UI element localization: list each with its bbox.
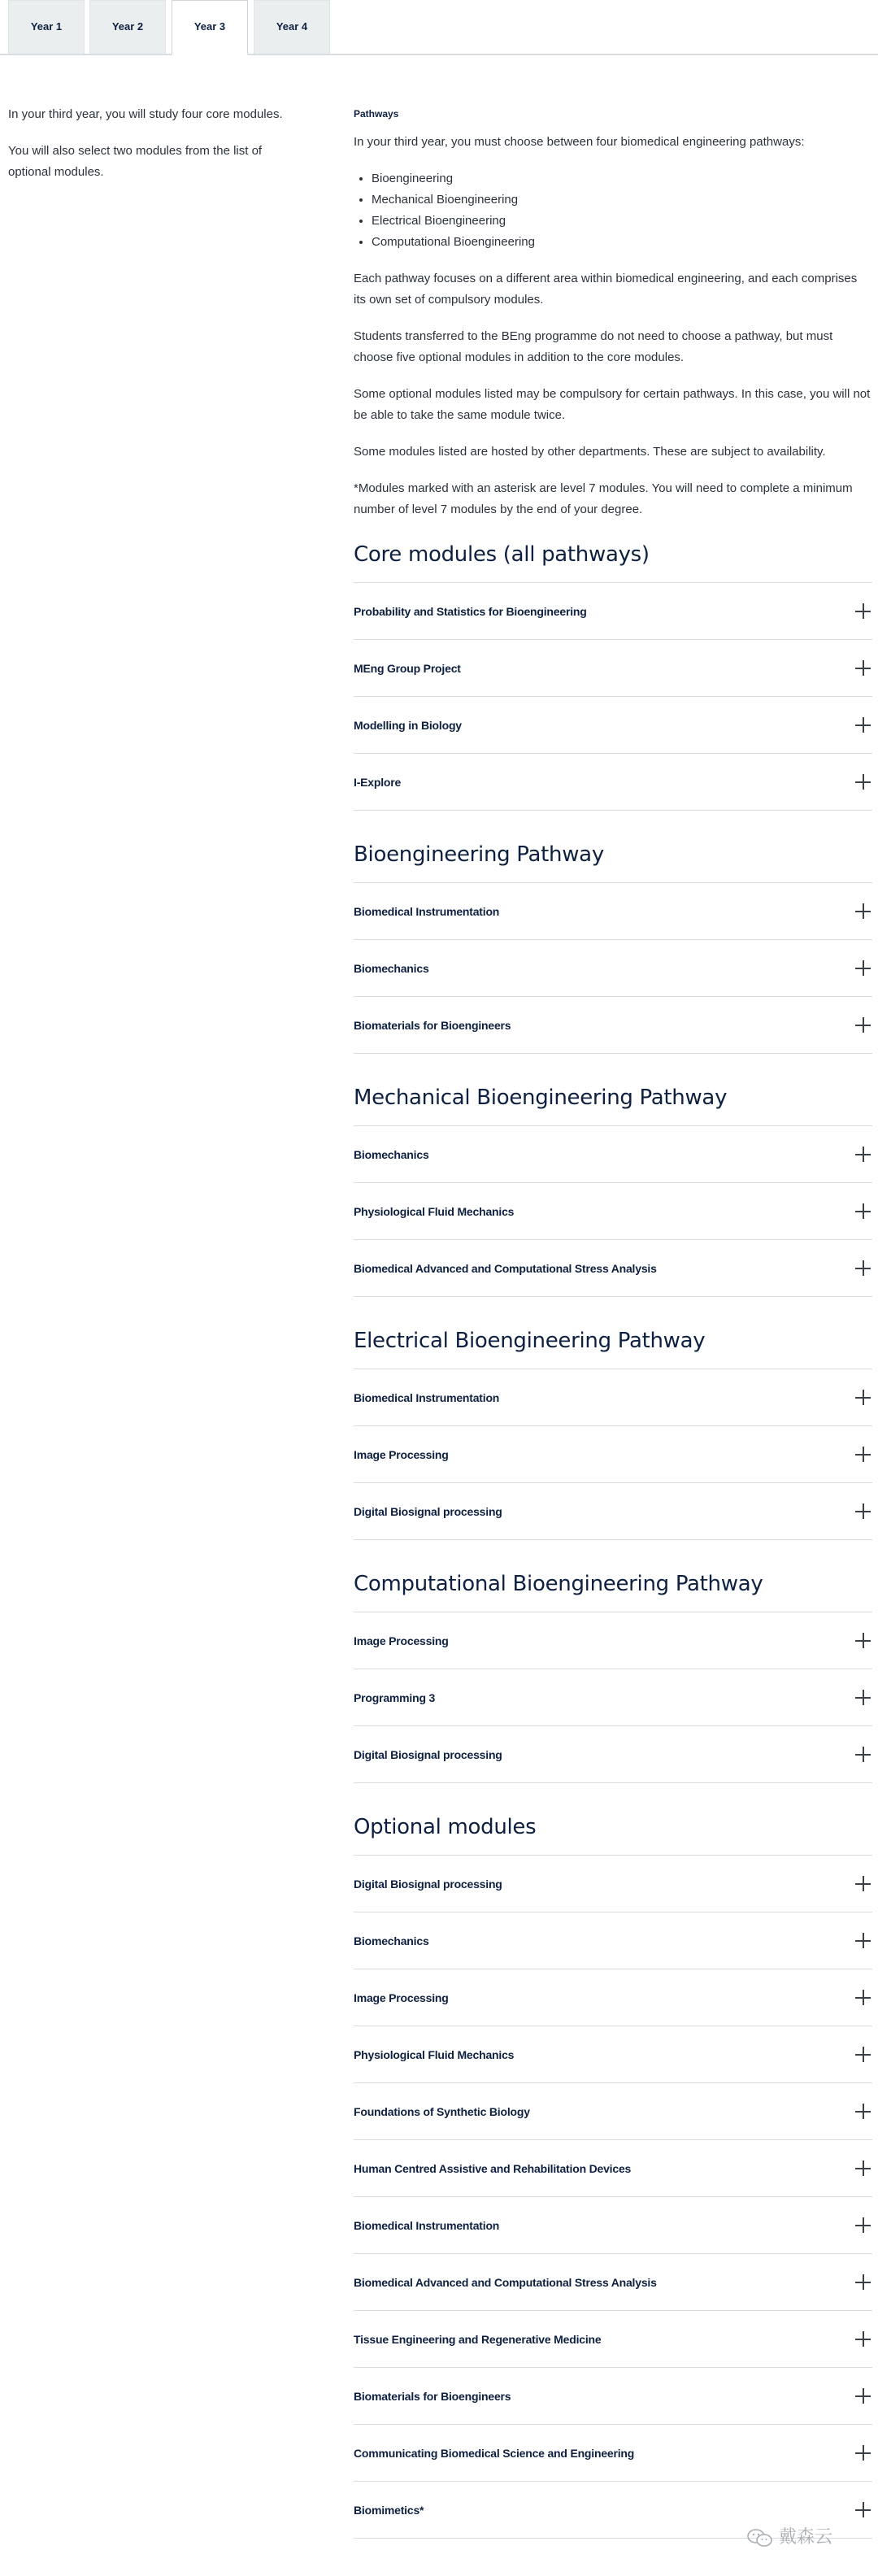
section-title-bioengineering-pathway: Bioengineering Pathway	[354, 842, 604, 867]
module-accordion-item[interactable]	[354, 697, 872, 754]
module-accordion-item[interactable]	[354, 2083, 872, 2140]
plus-icon[interactable]	[855, 2047, 871, 2062]
plus-icon[interactable]	[855, 1747, 871, 1762]
plus-icon[interactable]	[855, 2502, 871, 2517]
section-title-mechanical-bioengineering-pathway: Mechanical Bioengineering Pathway	[354, 1086, 728, 1110]
plus-icon[interactable]	[855, 1017, 871, 1033]
year-intro	[8, 104, 301, 198]
pathway-info-text: Each pathway focuses on a different area within biomedical engineering, and each comprises its own set of compulsory modules.	[354, 272, 858, 307]
module-title: Biomechanics	[354, 1147, 429, 1161]
module-accordion-item[interactable]	[354, 583, 872, 640]
module-accordion-item[interactable]	[354, 2368, 872, 2425]
module-accordion-item[interactable]	[354, 1483, 872, 1540]
plus-icon[interactable]	[855, 1876, 871, 1891]
module-accordion-list	[354, 1855, 872, 2539]
module-accordion-item[interactable]	[354, 1240, 872, 1297]
plus-icon[interactable]	[855, 2445, 871, 2461]
plus-icon[interactable]	[855, 1633, 871, 1648]
module-title: Probability and Statistics for Bioengineering	[354, 604, 587, 618]
module-title: Tissue Engineering and Regenerative Medicine	[354, 2332, 602, 2346]
module-title: Biomedical Advanced and Computational Stress Analysis	[354, 1261, 657, 1275]
module-accordion-item[interactable]	[354, 754, 872, 811]
pathways-heading: Pathways	[354, 108, 399, 120]
plus-icon[interactable]	[855, 2388, 871, 2404]
module-title: I-Explore	[354, 775, 402, 789]
module-title: Communicating Biomedical Science and Engineering	[354, 2446, 635, 2460]
module-accordion-list	[354, 582, 872, 811]
module-title: Image Processing	[354, 1991, 449, 2004]
plus-icon[interactable]	[855, 1260, 871, 1276]
watermark	[746, 2523, 832, 2548]
module-accordion-item[interactable]	[354, 2197, 872, 2254]
module-accordion-item[interactable]	[354, 1183, 872, 1240]
plus-icon[interactable]	[855, 1690, 871, 1705]
plus-icon[interactable]	[855, 2217, 871, 2233]
module-title: Biomechanics	[354, 1934, 429, 1947]
plus-icon[interactable]	[855, 1147, 871, 1162]
module-accordion-item[interactable]	[354, 1669, 872, 1726]
module-accordion-item[interactable]	[354, 883, 872, 940]
module-accordion-item[interactable]	[354, 1912, 872, 1969]
module-title: Biomaterials for Bioengineers	[354, 1018, 511, 1032]
plus-icon[interactable]	[855, 903, 871, 919]
pathway-list-item: • Electrical Bioengineering	[372, 211, 872, 232]
module-accordion-item[interactable]	[354, 1426, 872, 1483]
pathway-info-text: Students transferred to the BEng programme do not need to choose a pathway, but must choose five optional modules in addition to the core modules.	[354, 329, 833, 364]
plus-icon[interactable]	[855, 1390, 871, 1405]
module-title: Biomimetics*	[354, 2503, 424, 2517]
intro-optional-text: You will also select two modules from the list of optional modules.	[8, 144, 263, 179]
module-accordion-item[interactable]	[354, 2254, 872, 2311]
module-title: Biomechanics	[354, 961, 429, 975]
tab-year-3[interactable]: Year 3	[172, 0, 248, 55]
plus-icon[interactable]	[855, 1933, 871, 1948]
plus-icon[interactable]	[855, 960, 871, 976]
plus-icon[interactable]	[855, 2331, 871, 2347]
module-title: Biomedical Advanced and Computational Stress Analysis	[354, 2275, 657, 2289]
pathway-info-text: *Modules marked with an asterisk are level 7 modules. You will need to complete a minimum number of level 7 modules by the end of your degree.	[354, 481, 853, 516]
module-title: Digital Biosignal processing	[354, 1877, 502, 1891]
section-title-optional-modules: Optional modules	[354, 1815, 537, 1839]
module-title: Biomedical Instrumentation	[354, 1390, 500, 1404]
section-title-computational-bioengineering-pathway: Computational Bioengineering Pathway	[354, 1572, 763, 1596]
module-accordion-list	[354, 882, 872, 1054]
plus-icon[interactable]	[855, 660, 871, 676]
year-tabs	[0, 0, 878, 55]
module-title: Physiological Fluid Mechanics	[354, 2047, 515, 2061]
section-title-electrical-bioengineering-pathway: Electrical Bioengineering Pathway	[354, 1329, 706, 1353]
plus-icon[interactable]	[855, 1447, 871, 1462]
pathway-info-text: Some modules listed are hosted by other departments. These are subject to availability.	[354, 445, 826, 459]
modules-content	[354, 104, 872, 2568]
module-title: Biomedical Instrumentation	[354, 904, 500, 918]
module-accordion-item[interactable]	[354, 940, 872, 997]
wechat-icon	[746, 2529, 774, 2547]
plus-icon[interactable]	[855, 1203, 871, 1219]
module-accordion-list	[354, 1612, 872, 1783]
pathways-list	[354, 168, 872, 253]
module-accordion-item[interactable]	[354, 997, 872, 1054]
plus-icon[interactable]	[855, 774, 871, 790]
module-accordion-item[interactable]	[354, 1856, 872, 1912]
module-accordion-item[interactable]	[354, 640, 872, 697]
plus-icon[interactable]	[855, 717, 871, 733]
plus-icon[interactable]	[855, 2160, 871, 2176]
module-title: Biomaterials for Bioengineers	[354, 2389, 511, 2403]
module-accordion-item[interactable]	[354, 1126, 872, 1183]
tab-year-4[interactable]: Year 4	[254, 0, 330, 54]
plus-icon[interactable]	[855, 2104, 871, 2119]
module-accordion-item[interactable]	[354, 1969, 872, 2026]
module-title: Modelling in Biology	[354, 718, 462, 732]
module-accordion-list	[354, 1368, 872, 1540]
module-title: MEng Group Project	[354, 661, 461, 675]
module-title: Physiological Fluid Mechanics	[354, 1204, 515, 1218]
module-accordion-item[interactable]	[354, 2140, 872, 2197]
module-title: Digital Biosignal processing	[354, 1747, 502, 1761]
watermark-text: 戴森云	[779, 2527, 833, 2548]
module-title: Image Processing	[354, 1634, 449, 1647]
plus-icon[interactable]	[855, 603, 871, 619]
intro-core-text: In your third year, you will study four core modules.	[8, 107, 283, 121]
pathway-list-item: • Computational Bioengineering	[372, 232, 872, 253]
pathway-info-text: Some optional modules listed may be compulsory for certain pathways. In this case, you will not be able to take the same module twice.	[354, 387, 871, 422]
module-title: Programming 3	[354, 1690, 436, 1704]
tab-year-1[interactable]: Year 1	[8, 0, 85, 54]
pathways-intro: In your third year, you must choose between four biomedical engineering pathways:	[354, 135, 805, 149]
module-title: Biomedical Instrumentation	[354, 2218, 500, 2232]
module-accordion-list	[354, 1125, 872, 1297]
module-accordion-item[interactable]	[354, 2026, 872, 2083]
module-sections	[354, 540, 872, 2539]
module-title: Image Processing	[354, 1447, 449, 1461]
module-accordion-item[interactable]	[354, 1612, 872, 1669]
module-accordion-item[interactable]	[354, 2311, 872, 2368]
plus-icon[interactable]	[855, 1503, 871, 1519]
pathway-list-item: • Bioengineering	[372, 168, 872, 189]
module-title: Digital Biosignal processing	[354, 1504, 502, 1518]
module-title: Foundations of Synthetic Biology	[354, 2104, 530, 2118]
pathway-list-item: • Mechanical Bioengineering	[372, 189, 872, 211]
module-accordion-item[interactable]	[354, 1726, 872, 1783]
plus-icon[interactable]	[855, 1990, 871, 2005]
tab-year-2[interactable]: Year 2	[89, 0, 166, 54]
module-accordion-item[interactable]	[354, 2425, 872, 2482]
plus-icon[interactable]	[855, 2274, 871, 2290]
module-title: Human Centred Assistive and Rehabilitation Devices	[354, 2161, 632, 2175]
section-title-core-modules-all-pathways: Core modules (all pathways)	[354, 542, 650, 567]
module-accordion-item[interactable]	[354, 1369, 872, 1426]
